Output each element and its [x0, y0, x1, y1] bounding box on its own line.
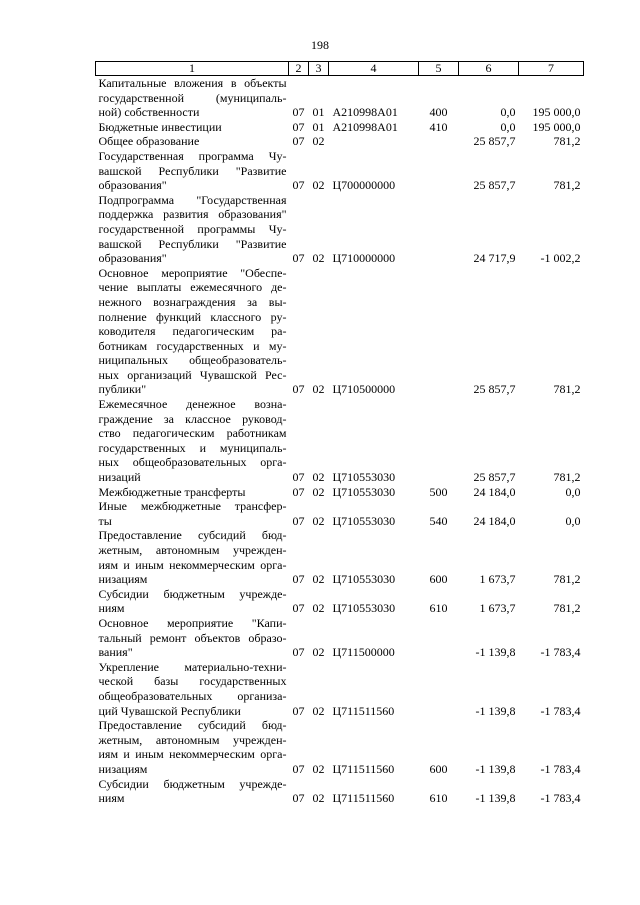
row-section: 07	[292, 791, 305, 806]
row-target-code: Ц711511560	[332, 761, 395, 776]
table-row	[96, 76, 584, 120]
row-section: 07	[292, 572, 305, 587]
row-expense-type	[419, 149, 459, 193]
row-name-line: ных организаций Чувашской Рес-	[98, 367, 287, 382]
row-name	[96, 660, 289, 718]
row-name-line: низациям	[98, 761, 148, 776]
row-name-line: образования"	[98, 178, 167, 193]
header-col-5: 5	[419, 62, 459, 76]
row-target-code: Ц710500000	[332, 382, 396, 397]
row-section: 07	[292, 178, 305, 193]
row-name-line: полнение функций классного ру-	[98, 309, 287, 324]
header-col-2: 2	[289, 62, 309, 76]
row-expense-type	[419, 134, 459, 149]
row-expense-type: 600	[429, 761, 448, 776]
row-value-6: 24 184,0	[473, 484, 516, 499]
row-name-line: низаций	[98, 470, 141, 485]
row-section: 07	[292, 382, 305, 397]
row-value-7: 0,0	[565, 484, 581, 499]
row-subsection: 02	[312, 178, 325, 193]
row-value-7: 781,2	[553, 134, 581, 149]
row-name	[96, 397, 289, 485]
row-name-line: Укрепление материально-техни-	[98, 659, 287, 674]
row-name-line: Ежемесячное денежное возна-	[98, 397, 287, 412]
row-expense-type	[419, 660, 459, 718]
header-col-6: 6	[459, 62, 519, 76]
row-target-code	[329, 134, 419, 149]
row-value-7: -1 783,4	[540, 791, 581, 806]
row-value-6: -1 139,8	[475, 791, 516, 806]
row-name	[96, 134, 289, 149]
header-col-7: 7	[519, 62, 584, 76]
row-name	[96, 499, 289, 528]
row-name-line: ководителя педагогическим ра-	[98, 324, 287, 339]
header-row	[96, 62, 584, 76]
row-expense-type: 540	[429, 513, 448, 528]
row-name-line: граждение за классное руковод-	[98, 411, 287, 426]
row-name-line: Бюджетные инвестиции	[98, 119, 222, 134]
row-target-code: Ц710553030	[332, 572, 396, 587]
row-subsection: 02	[312, 791, 325, 806]
budget-table	[95, 61, 584, 806]
table-row	[96, 193, 584, 266]
row-section: 07	[292, 119, 305, 134]
row-name	[96, 193, 289, 266]
row-target-code: А210998А01	[332, 105, 398, 120]
row-subsection: 02	[312, 601, 325, 616]
row-name-line: Межбюджетные трансферты	[98, 484, 246, 499]
row-target-code: Ц711500000	[332, 645, 395, 660]
row-value-6: 24 184,0	[473, 513, 516, 528]
row-section: 07	[292, 513, 305, 528]
row-subsection: 02	[312, 645, 325, 660]
row-expense-type: 410	[429, 119, 448, 134]
header-col-4: 4	[329, 62, 419, 76]
row-value-6: 25 857,7	[473, 134, 516, 149]
row-value-7: -1 783,4	[540, 761, 581, 776]
row-value-7: 781,2	[553, 572, 581, 587]
row-subsection: 02	[312, 703, 325, 718]
row-section: 07	[292, 601, 305, 616]
row-name-line: общеобразовательных организа-	[98, 688, 287, 703]
row-name	[96, 777, 289, 806]
row-name-line: ботникам государственных и му-	[98, 338, 287, 353]
table-row	[96, 660, 584, 718]
row-name-line: Основное мероприятие "Обеспе-	[98, 265, 287, 280]
row-subsection: 02	[312, 572, 325, 587]
row-value-7: 195 000,0	[532, 105, 581, 120]
row-name-line: ниям	[98, 791, 125, 806]
row-value-6: 0,0	[500, 119, 516, 134]
row-value-6: 25 857,7	[473, 382, 516, 397]
row-value-6: -1 139,8	[475, 761, 516, 776]
row-name-line: жетным, автономным учрежден-	[98, 543, 287, 557]
row-section: 07	[292, 484, 305, 499]
row-name	[96, 528, 289, 586]
row-name	[96, 76, 289, 120]
row-name-line: Капитальные вложения в объекты	[98, 76, 287, 90]
row-name-line: образования"	[98, 251, 167, 266]
row-expense-type	[419, 193, 459, 266]
table-row	[96, 616, 584, 660]
row-target-code: Ц710553030	[332, 513, 396, 528]
row-name-line: государственной (муниципаль-	[98, 90, 287, 105]
row-name-line: вания"	[98, 645, 133, 660]
row-target-code: Ц711511560	[332, 703, 395, 718]
row-value-6: 1 673,7	[479, 572, 516, 587]
table-row	[96, 718, 584, 776]
row-value-6: 25 857,7	[473, 470, 516, 485]
row-name-line: нежного вознаграждения за вы-	[98, 294, 287, 309]
row-name-line: поддержка развития образования"	[98, 207, 287, 222]
row-value-6: -1 139,8	[475, 703, 516, 718]
row-subsection: 01	[312, 105, 325, 120]
row-name-line: Иные межбюджетные трансфер-	[98, 499, 287, 514]
row-expense-type	[419, 266, 459, 397]
row-value-7: 781,2	[553, 470, 581, 485]
row-name-line: Подпрограмма "Государственная	[98, 192, 287, 207]
table-header	[96, 62, 584, 76]
row-name	[96, 485, 289, 500]
row-target-code: Ц700000000	[332, 178, 396, 193]
row-name-line: Субсидии бюджетным учрежде-	[98, 776, 287, 791]
row-section: 07	[292, 645, 305, 660]
row-name	[96, 266, 289, 397]
row-value-7: 0,0	[565, 513, 581, 528]
table-row	[96, 134, 584, 149]
row-subsection: 02	[312, 761, 325, 776]
row-value-7: 781,2	[553, 601, 581, 616]
row-target-code: Ц710553030	[332, 601, 396, 616]
row-value-7: 781,2	[553, 178, 581, 193]
row-subsection: 02	[312, 251, 325, 266]
row-value-7: -1 002,2	[540, 251, 581, 266]
row-expense-type: 400	[429, 105, 448, 120]
table-row	[96, 120, 584, 135]
row-subsection: 02	[312, 134, 325, 149]
row-expense-type: 610	[429, 791, 448, 806]
row-name	[96, 587, 289, 616]
row-section: 07	[292, 761, 305, 776]
row-name-line: ций Чувашской Республики	[98, 703, 241, 718]
row-name-line: ниципальных общеобразователь-	[98, 353, 287, 368]
row-name-line: ной) собственности	[98, 105, 200, 120]
row-value-6: 24 717,9	[473, 251, 516, 266]
row-name-line: Основное мероприятие "Капи-	[98, 615, 287, 630]
header-col-3: 3	[309, 62, 329, 76]
row-value-7: -1 783,4	[540, 645, 581, 660]
row-name-line: вашской Республики "Развитие	[98, 163, 287, 178]
row-expense-type: 610	[429, 601, 448, 616]
row-value-7: 781,2	[553, 382, 581, 397]
row-name-line: чение выплаты ежемесячного де-	[98, 280, 287, 295]
row-value-7: -1 783,4	[540, 703, 581, 718]
row-expense-type: 600	[429, 572, 448, 587]
table-row	[96, 587, 584, 616]
row-name-line: публики"	[98, 382, 147, 397]
row-name-line: Предоставление субсидий бюд-	[98, 528, 287, 543]
row-name-line: ты	[98, 513, 112, 528]
row-name-line: иям и иным некоммерческим орга-	[98, 747, 287, 762]
row-target-code: Ц710553030	[332, 484, 396, 499]
row-target-code: Ц710553030	[332, 470, 396, 485]
row-subsection: 02	[312, 470, 325, 485]
page-number: 198	[311, 38, 329, 52]
table-row	[96, 149, 584, 193]
row-name-line: Общее образование	[98, 134, 200, 149]
row-section: 07	[292, 134, 305, 149]
row-expense-type	[419, 397, 459, 485]
table-row	[96, 485, 584, 500]
row-name-line: вашской Республики "Развитие	[98, 236, 287, 251]
row-expense-type	[419, 616, 459, 660]
row-subsection: 01	[312, 119, 325, 134]
table-row	[96, 528, 584, 586]
row-name-line: государственных и муниципаль-	[98, 440, 287, 455]
row-name-line: ство педагогическим работникам	[98, 426, 287, 441]
row-name-line: тальный ремонт объектов образо-	[98, 630, 287, 645]
table-body	[96, 76, 584, 806]
row-name-line: Субсидии бюджетным учрежде-	[98, 586, 287, 601]
row-name-line: иям и иным некоммерческим орга-	[98, 557, 287, 572]
row-target-code: Ц710000000	[332, 251, 396, 266]
row-expense-type: 500	[429, 484, 448, 499]
table-row	[96, 499, 584, 528]
row-name-line: жетным, автономным учрежден-	[98, 732, 287, 747]
row-name-line: ческой базы государственных	[98, 674, 287, 689]
row-subsection: 02	[312, 513, 325, 528]
row-name-line: Предоставление субсидий бюд-	[98, 718, 287, 733]
row-name	[96, 616, 289, 660]
table-row	[96, 397, 584, 485]
row-name-line: Государственная программа Чу-	[98, 148, 287, 163]
table-row	[96, 777, 584, 806]
row-target-code: А210998А01	[332, 119, 398, 134]
row-section: 07	[292, 470, 305, 485]
row-value-6: 0,0	[500, 105, 516, 120]
row-target-code: Ц711511560	[332, 791, 395, 806]
row-value-7: 195 000,0	[532, 119, 581, 134]
header-col-1: 1	[96, 62, 289, 76]
row-name-line: ниям	[98, 601, 125, 616]
row-name	[96, 149, 289, 193]
row-subsection: 02	[312, 484, 325, 499]
row-name	[96, 120, 289, 135]
row-name	[96, 718, 289, 776]
row-value-6: 1 673,7	[479, 601, 516, 616]
row-subsection: 02	[312, 382, 325, 397]
table-row	[96, 266, 584, 397]
row-section: 07	[292, 251, 305, 266]
row-section: 07	[292, 703, 305, 718]
row-section: 07	[292, 105, 305, 120]
row-name-line: ных общеобразовательных орга-	[98, 455, 287, 470]
row-value-6: -1 139,8	[475, 645, 516, 660]
row-name-line: низациям	[98, 572, 148, 587]
row-name-line: государственной программы Чу-	[98, 221, 287, 236]
row-value-6: 25 857,7	[473, 178, 516, 193]
